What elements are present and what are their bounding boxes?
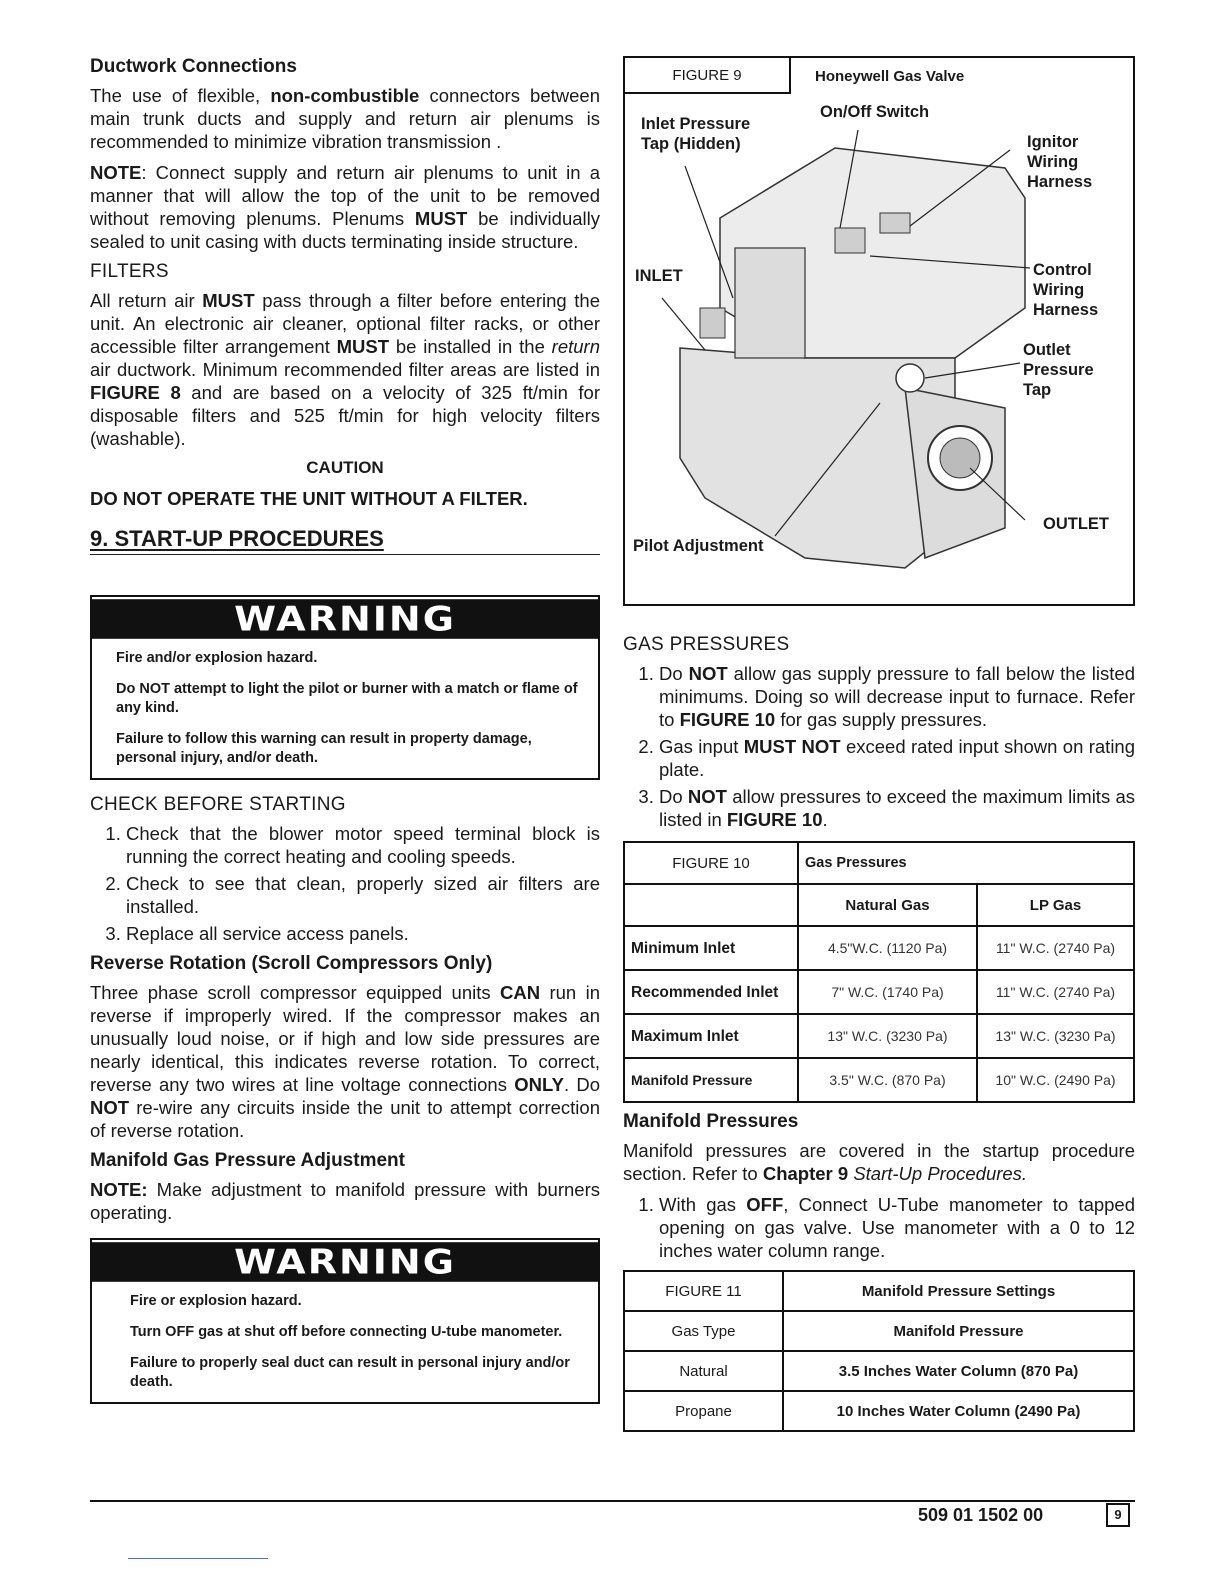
column-header: Manifold Pressure [783,1311,1134,1351]
list-item: 1. Check that the blower motor speed terminal block is running the correct heating and cooling speeds. [126,822,600,868]
check-list [90,822,600,945]
figure-title: Honeywell Gas Valve [815,68,965,85]
list-item: 1. With gas OFF, Connect U-Tube manometer to tapped opening on gas valve. Use manometer with a 0 to 12 inches water column range. [659,1193,1135,1262]
ductwork-note: NOTE: Connect supply and return air plenums to unit in a manner that will allow the top of the unit to be removed without removing plenums. Plenums MUST be individually sealed to unit casing with ducts terminating inside structure. [90,162,600,252]
label-control-wiring: Control Wiring Harness [1033,261,1099,319]
label-inlet: INLET [635,267,683,285]
warning-box-1 [90,595,600,780]
warning-banner: WARNING [92,1242,598,1282]
table-row: Minimum Inlet 4.5"W.C. (1120 Pa) 11" W.C. (2740 Pa) [624,926,1134,970]
warning-line: Do NOT attempt to light the pilot or burner with a match or flame of any kind. [116,681,578,716]
ductwork-paragraph: The use of flexible, non-combustible connectors between main trunk ducts and supply and return air plenums is recommended to minimize vibration transmission . [90,85,601,152]
label-pilot-adjustment: Pilot Adjustment [633,537,764,555]
figure-11-table [623,1270,1135,1432]
list-item: 3. Replace all service access panels. [126,922,600,945]
figure-tag: FIGURE 10 [624,842,798,884]
document-number: 509 01 1502 00 [918,1505,1044,1525]
column-header: Natural Gas [798,884,977,926]
figure-tag: FIGURE 11 [624,1271,783,1311]
page-number: 9 [1106,1503,1130,1527]
reverse-paragraph: Three phase scroll compressor equipped units CAN run in reverse if improperly wired. If the compressor makes an unusually loud noise, or if high and low side pressures are nearly identical, this indicates reverse rotation. To correct, reverse any two wires at line voltage connections ONLY. Do NOT re-wire any circuits inside the unit to attempt correction of reverse rotation. [90,982,600,1141]
section-title: 9. START-UP PROCEDURES [90,526,600,555]
table-row: Propane 10 Inches Water Column (2490 Pa) [624,1391,1134,1431]
ductwork-heading: Ductwork Connections [90,56,297,77]
gas-pressures-list [623,662,1135,831]
figure-title: Manifold Pressure Settings [783,1271,1134,1311]
list-item: 2. Gas input MUST NOT exceed rated input shown on rating plate. [659,735,1135,781]
column-header: Gas Type [624,1311,783,1351]
link-underline [128,1558,268,1559]
figure-tag: FIGURE 9 [625,58,791,94]
warning-banner: WARNING [92,599,598,639]
table-row: Manifold Pressure 3.5" W.C. (870 Pa) 10" W.C. (2490 Pa) [624,1058,1134,1102]
label-onoff-switch: On/Off Switch [820,103,930,121]
left-column [90,56,600,1418]
list-item: 1. Do NOT allow gas supply pressure to fall below the listed minimums. Doing so will decrease input to furnace. Refer to FIGURE 10 for gas supply pressures. [659,662,1135,731]
manifold-paragraph: Manifold pressures are covered in the startup procedure section. Refer to Chapter 9 Start-Up Procedures. [623,1140,1135,1184]
warning-line: Turn OFF gas at shut off before connecting U-tube manometer. [130,1324,563,1340]
table-row: Maximum Inlet 13" W.C. (3230 Pa) 13" W.C. (3230 Pa) [624,1014,1134,1058]
caution-text: DO NOT OPERATE THE UNIT WITHOUT A FILTER. [90,488,528,509]
label-inlet-pressure-tap: Inlet Pressure Tap (Hidden) [641,115,751,153]
table-row: Recommended Inlet 7" W.C. (1740 Pa) 11" W.C. (2740 Pa) [624,970,1134,1014]
manifold-adjust-note: NOTE: Make adjustment to manifold pressure with burners operating. [90,1179,600,1223]
figure-10-table [623,841,1135,1103]
warning-box-2 [90,1238,600,1404]
list-item: 2. Check to see that clean, properly sized air filters are installed. [126,872,600,918]
filters-paragraph: All return air MUST pass through a filter before entering the unit. An electronic air cleaner, optional filter racks, or other accessible filter arrangement MUST be installed in the return air ductwork. Minimum recommended filter areas are listed in FIGURE 8 and are based on a velocity of 325 ft/min for disposable filters and 525 ft/min for high velocity filters (washable). [90,290,601,449]
label-ignitor-wiring: Ignitor Wiring Harness [1027,133,1093,191]
warning-line: Failure to follow this warning can result in property damage, personal injury, and/or death. [116,731,532,766]
warning-line: Failure to properly seal duct can result in personal injury and/or death. [130,1355,570,1390]
manifold-adjust-heading: Manifold Gas Pressure Adjustment [90,1150,405,1171]
list-item: 3. Do NOT allow pressures to exceed the maximum limits as listed in FIGURE 10. [659,785,1135,831]
table-row: Natural 3.5 Inches Water Column (870 Pa) [624,1351,1134,1391]
figure-9 [623,56,1135,606]
warning-line: Fire or explosion hazard. [130,1293,302,1309]
check-heading: CHECK BEFORE STARTING [90,794,346,815]
reverse-heading: Reverse Rotation (Scroll Compressors Only) [90,953,493,974]
manifold-list [623,1193,1135,1262]
filters-heading: FILTERS [90,261,169,282]
column-header: LP Gas [977,884,1134,926]
gas-pressures-heading: GAS PRESSURES [623,634,790,655]
label-outlet: OUTLET [1043,515,1109,533]
footer-rule [90,1500,1135,1502]
caution-title: CAUTION [306,458,384,477]
label-outlet-pressure-tap: Outlet Pressure Tap [1023,341,1094,399]
warning-line: Fire and/or explosion hazard. [116,650,318,666]
manifold-pressures-heading: Manifold Pressures [623,1111,799,1132]
figure-title: Gas Pressures [798,842,1134,884]
right-column [623,56,1135,1432]
